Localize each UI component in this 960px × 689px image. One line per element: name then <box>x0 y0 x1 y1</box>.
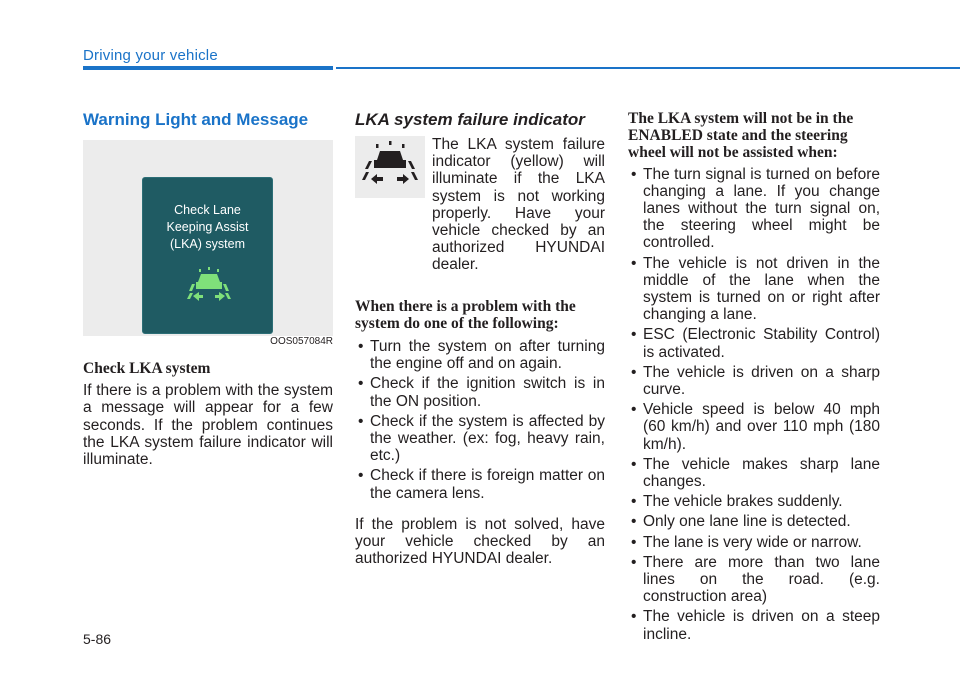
page-number: 5-86 <box>83 631 112 647</box>
right-column <box>628 110 880 646</box>
cluster-line-2: Keeping Assist <box>166 220 249 234</box>
lka-green-icon <box>187 267 231 303</box>
subheading: The LKA system will not be in the ENABLED state and the steering wheel will not be assisted when: <box>628 110 854 162</box>
left-column <box>83 110 333 468</box>
list-item: • The lane is very wide or narrow. <box>628 534 880 551</box>
cluster-display <box>142 177 273 334</box>
list-item: • Only one lane line is detected. <box>628 513 880 530</box>
list-item: • The vehicle is driven on a sharp curve. <box>628 364 880 398</box>
cluster-message <box>143 202 272 253</box>
section-heading: LKA system failure indicator <box>355 110 585 129</box>
bullet-list <box>355 338 605 502</box>
list-item: • There are more than two lane lines on the road. (e.g. construction area) <box>628 554 880 606</box>
header-rule <box>336 67 960 69</box>
list-item: • The vehicle makes sharp lane changes. <box>628 456 880 490</box>
header-rule-accent <box>83 66 333 70</box>
list-item: • Turn the system on after turning the engine off and on again. <box>355 338 605 372</box>
list-item: • The turn signal is turned on before changing a lane. If you change lanes without the turn signal on, the steering wheel might be controlled. <box>628 166 880 252</box>
subheading: Check LKA system <box>83 360 211 377</box>
paragraph: If there is a problem with the system a message will appear for a few seconds. If the problem continues the LKA system failure indicator will illuminate. <box>83 382 333 469</box>
paragraph: If the problem is not solved, have your vehicle checked by an authorized HYUNDAI dealer. <box>355 515 605 568</box>
cluster-figure <box>83 140 333 347</box>
list-item: • ESC (Electronic Stability Control) is activated. <box>628 326 880 360</box>
lka-failure-icon <box>355 136 425 198</box>
cluster-line-3: (LKA) system <box>169 237 245 251</box>
section-title: Driving your vehicle <box>83 47 218 64</box>
subheading: When there is a problem with the system do one of the following: <box>355 297 576 332</box>
bullet-list <box>628 166 880 643</box>
middle-column <box>355 110 605 567</box>
list-item: • The vehicle is not driven in the middle of the lane when the system is turned on or right after changing a lane. <box>628 255 880 324</box>
indicator-description: The LKA system failure indicator (yellow) will illuminate if the LKA system is not working properly. Have your vehicle checked by an authorized HYUNDAI dealer. <box>432 136 605 274</box>
section-heading: Warning Light and Message <box>83 110 309 129</box>
list-item: • The vehicle brakes suddenly. <box>628 493 880 510</box>
list-item: • Vehicle speed is below 40 mph (60 km/h) and over 110 mph (180 km/h). <box>628 401 880 453</box>
cluster-line-1: Check Lane <box>174 203 241 217</box>
list-item: • Check if the system is affected by the weather. (ex: fog, heavy rain, etc.) <box>355 413 605 465</box>
list-item: • The vehicle is driven on a steep incline. <box>628 608 880 642</box>
indicator-row <box>355 136 605 274</box>
list-item: • Check if there is foreign matter on the camera lens. <box>355 467 605 501</box>
figure-code: OOS057084R <box>270 335 333 347</box>
list-item: • Check if the ignition switch is in the ON position. <box>355 375 605 409</box>
